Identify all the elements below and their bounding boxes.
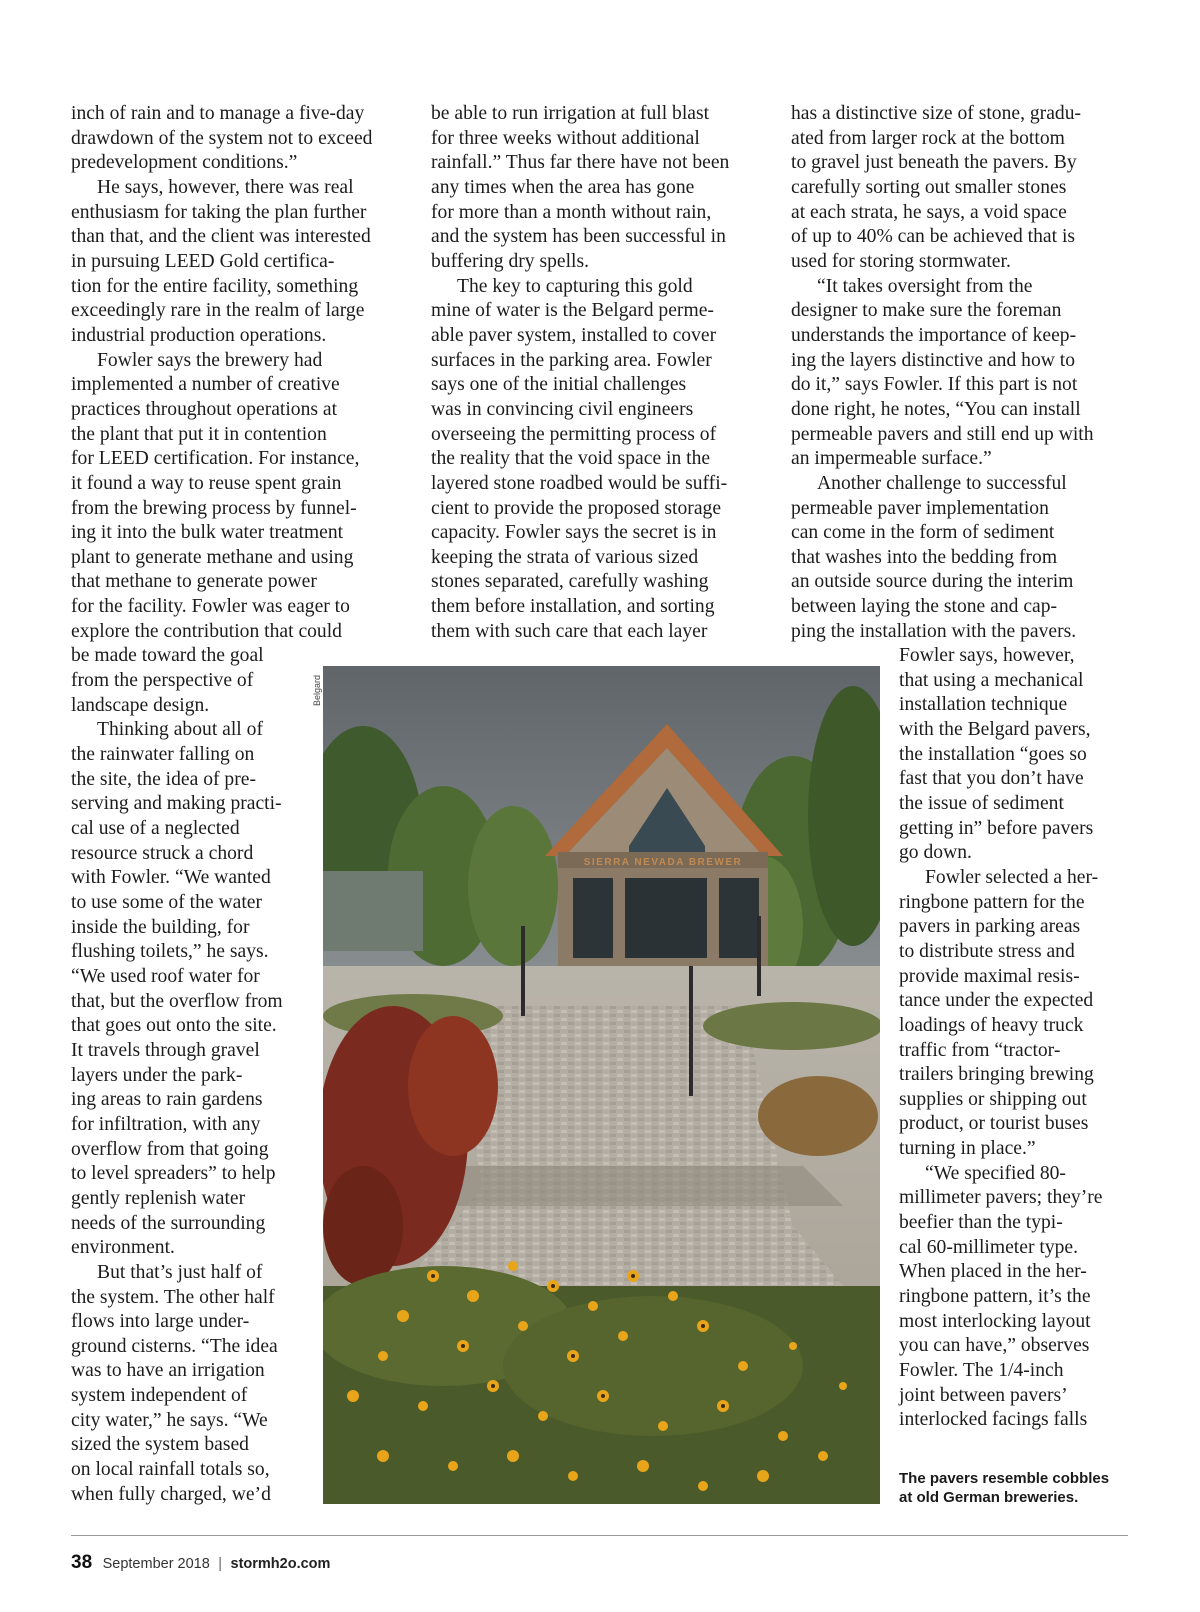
text-line: The key to capturing this gold	[457, 275, 693, 297]
text-line: enthusiasm for taking the plan further	[71, 201, 367, 223]
text-line: millimeter pavers; they’re	[899, 1187, 1103, 1209]
text-line: ground cisterns. “The idea	[71, 1335, 278, 1357]
text-line: that washes into the bedding from	[791, 546, 1058, 568]
text-line: permeable paver implementation	[791, 497, 1049, 519]
text-line: that methane to generate power	[71, 571, 317, 593]
text-line: done right, he notes, “You can install	[791, 398, 1081, 420]
text-line: exceedingly rare in the realm of large	[71, 300, 365, 322]
text-line: When placed in the her-	[899, 1261, 1087, 1283]
text-line: Fowler. The 1/4-inch	[899, 1360, 1064, 1382]
text-line: cal 60-millimeter type.	[899, 1236, 1079, 1258]
text-line: installation technique	[899, 694, 1068, 716]
text-line: for infiltration, with any	[71, 1113, 261, 1135]
text-line: can come in the form of sediment	[791, 522, 1055, 544]
text-line: product, or tourist buses	[899, 1113, 1089, 1135]
page-number: 38	[71, 1552, 93, 1573]
text-line: beefier than the typi-	[899, 1212, 1063, 1234]
brewery-photo	[323, 666, 880, 1504]
text-line: from the brewing process by funnel-	[71, 497, 357, 519]
text-line: between laying the stone and cap-	[791, 596, 1058, 618]
text-line: tion for the entire facility, something	[71, 275, 359, 297]
text-line: joint between pavers’	[899, 1384, 1068, 1406]
text-line: the issue of sediment	[899, 792, 1064, 814]
text-line: in pursuing LEED Gold certifica-	[71, 250, 335, 272]
footer-separator: |	[218, 1556, 223, 1572]
text-line: It travels through gravel	[71, 1039, 260, 1061]
text-line: to distribute stress and	[899, 940, 1075, 962]
text-line: overseeing the permitting process of	[431, 423, 717, 445]
brewery-sign-text: SIERRA NEVADA BREWER	[583, 857, 743, 868]
text-line: from the perspective of	[71, 670, 254, 692]
text-line: says one of the initial challenges	[431, 374, 687, 396]
text-line: mine of water is the Belgard perme-	[431, 300, 714, 322]
text-line: to level spreaders” to help	[71, 1163, 276, 1185]
text-line: layers under the park-	[71, 1064, 243, 1086]
text-line: the plant that put it in contention	[71, 423, 327, 445]
paragraph-lines	[899, 644, 1134, 1433]
text-line: inch of rain and to manage a five-day	[71, 103, 365, 124]
text-line: inside the building, for	[71, 916, 250, 938]
text-line: tance under the expected	[899, 990, 1094, 1012]
text-line: the system. The other half	[71, 1286, 275, 1308]
text-line: designer to make sure the foreman	[791, 300, 1062, 322]
text-line: sized the system based	[71, 1434, 249, 1456]
text-line: loadings of heavy truck	[899, 1014, 1084, 1036]
text-line: surfaces in the parking area. Fowler	[431, 349, 712, 371]
text-line: stones separated, carefully washing	[431, 571, 709, 593]
text-line: for three weeks without additional	[431, 127, 700, 149]
text-line: flushing toilets,” he says.	[71, 941, 269, 963]
text-line: keeping the strata of various sized	[431, 546, 699, 568]
photo-credit: Belgard	[312, 674, 322, 706]
caption-line: at old German breweries.	[899, 1489, 1079, 1506]
text-line: system independent of	[71, 1385, 248, 1407]
text-line: interlocked facings falls	[899, 1409, 1088, 1431]
text-line: But that’s just half of	[97, 1261, 263, 1283]
text-line: getting in” before pavers	[899, 817, 1094, 839]
text-line: the installation “goes so	[899, 743, 1087, 765]
text-line: the reality that the void space in the	[431, 448, 711, 470]
text-line: it found a way to reuse spent grain	[71, 472, 342, 494]
text-line: supplies or shipping out	[899, 1088, 1087, 1110]
text-line: resource struck a chord	[71, 842, 254, 864]
text-line: fast that you don’t have	[899, 768, 1084, 790]
text-line: city water,” he says. “We	[71, 1409, 268, 1431]
page-footer	[71, 1552, 330, 1574]
text-line: them before installation, and sorting	[431, 596, 715, 618]
text-line: when fully charged, we’d	[71, 1483, 271, 1505]
article-column-2	[431, 102, 771, 644]
caption-line: The pavers resemble cobbles	[899, 1470, 1110, 1487]
text-line: overflow from that going	[71, 1138, 269, 1160]
paragraph-lines	[431, 102, 771, 644]
text-line: pavers in parking areas	[899, 916, 1081, 938]
text-line: permeable pavers and still end up with	[791, 423, 1094, 445]
text-line: go down.	[899, 842, 972, 864]
text-line: do it,” says Fowler. If this part is not	[791, 374, 1078, 396]
text-line: them with such care that each layer	[431, 620, 708, 642]
text-line: that, but the overflow from	[71, 990, 283, 1012]
text-line: capacity. Fowler says the secret is in	[431, 522, 717, 544]
text-line: you can have,” observes	[899, 1335, 1090, 1357]
text-line: ing it into the bulk water treatment	[71, 522, 344, 544]
text-line: He says, however, there was real	[97, 176, 354, 198]
text-line: Thinking about all of	[97, 719, 263, 741]
text-line: Another challenge to successful	[817, 472, 1067, 494]
text-line: Fowler says the brewery had	[97, 349, 323, 371]
article-column-3	[791, 102, 1131, 644]
article-column-wrap	[899, 644, 1134, 1433]
text-line: ping the installation with the pavers.	[791, 620, 1077, 642]
text-line: carefully sorting out smaller stones	[791, 176, 1067, 198]
text-line: the rainwater falling on	[71, 744, 255, 766]
text-line: and the system has been successful in	[431, 226, 726, 248]
text-line: “We specified 80-	[925, 1162, 1066, 1184]
text-line: ringbone pattern, it’s the	[899, 1286, 1091, 1308]
text-line: turning in place.”	[899, 1138, 1036, 1160]
text-line: to use some of the water	[71, 892, 262, 913]
text-line: understands the importance of keep-	[791, 324, 1077, 346]
text-line: able paver system, installed to cover	[431, 324, 717, 346]
text-line: traffic from “tractor-	[899, 1039, 1061, 1061]
text-line: Fowler selected a her-	[925, 866, 1099, 888]
text-line: predevelopment conditions.”	[71, 152, 298, 174]
footer-rule	[71, 1535, 1128, 1536]
text-line: has a distinctive size of stone, gradu-	[791, 103, 1082, 124]
text-line: needs of the surrounding	[71, 1212, 266, 1234]
text-line: to gravel just beneath the pavers. By	[791, 152, 1077, 174]
text-line: for the facility. Fowler was eager to	[71, 596, 350, 618]
text-line: ated from larger rock at the bottom	[791, 127, 1065, 149]
text-line: provide maximal resis-	[899, 965, 1080, 987]
text-line: the site, the idea of pre-	[71, 768, 256, 790]
text-line: plant to generate methane and using	[71, 546, 354, 568]
text-line: any times when the area has gone	[431, 176, 695, 198]
text-line: gently replenish water	[71, 1187, 246, 1209]
text-line: of up to 40% can be achieved that is	[791, 226, 1076, 248]
text-line: environment.	[71, 1237, 175, 1259]
text-line: most interlocking layout	[899, 1310, 1091, 1332]
text-line: explore the contribution that could	[71, 620, 342, 642]
text-line: be made toward the goal	[71, 645, 264, 667]
text-line: “It takes oversight from the	[817, 275, 1033, 297]
text-line: practices throughout operations at	[71, 398, 338, 420]
photo-caption	[899, 1469, 1139, 1507]
text-line: an outside source during the interim	[791, 571, 1074, 593]
text-line: cal use of a neglected	[71, 818, 240, 840]
text-line: “We used roof water for	[71, 965, 260, 987]
text-line: on local rainfall totals so,	[71, 1459, 270, 1481]
text-line: used for storing stormwater.	[791, 250, 1011, 272]
text-line: rainfall.” Thus far there have not been	[431, 152, 730, 174]
yellow-flowers	[323, 1261, 880, 1504]
text-line: industrial production operations.	[71, 324, 327, 346]
text-line: was in convincing civil engineers	[431, 398, 694, 420]
text-line: that goes out onto the site.	[71, 1015, 277, 1037]
text-line: ringbone pattern for the	[899, 891, 1085, 913]
text-line: at each strata, he says, a void space	[791, 201, 1067, 223]
text-line: flows into large under-	[71, 1311, 250, 1333]
text-line: cient to provide the proposed storage	[431, 497, 722, 519]
text-line: be able to run irrigation at full blast	[431, 103, 710, 124]
text-line: with the Belgard pavers,	[899, 718, 1091, 740]
text-line: with Fowler. “We wanted	[71, 867, 271, 889]
text-line: was to have an irrigation	[71, 1360, 265, 1382]
text-line: an impermeable surface.”	[791, 448, 992, 470]
text-line: buffering dry spells.	[431, 250, 589, 272]
website-link[interactable]: stormh2o.com	[230, 1556, 331, 1572]
text-line: implemented a number of creative	[71, 374, 340, 396]
text-line: ing areas to rain gardens	[71, 1089, 263, 1111]
text-line: that using a mechanical	[899, 669, 1084, 691]
text-line: landscape design.	[71, 694, 210, 716]
text-line: Fowler says, however,	[899, 645, 1075, 666]
text-line: for LEED certification. For instance,	[71, 448, 360, 470]
text-line: than that, and the client was interested	[71, 226, 371, 248]
text-line: layered stone roadbed would be suffi-	[431, 472, 728, 494]
issue-date: September 2018	[102, 1556, 210, 1572]
text-line: for more than a month without rain,	[431, 201, 712, 223]
text-line: drawdown of the system not to exceed	[71, 127, 373, 149]
brewery-photo-illustration	[323, 666, 880, 1504]
text-line: ing the layers distinctive and how to	[791, 349, 1076, 371]
text-line: serving and making practi-	[71, 793, 282, 815]
paragraph-lines	[791, 102, 1131, 644]
text-line: trailers bringing brewing	[899, 1064, 1094, 1086]
